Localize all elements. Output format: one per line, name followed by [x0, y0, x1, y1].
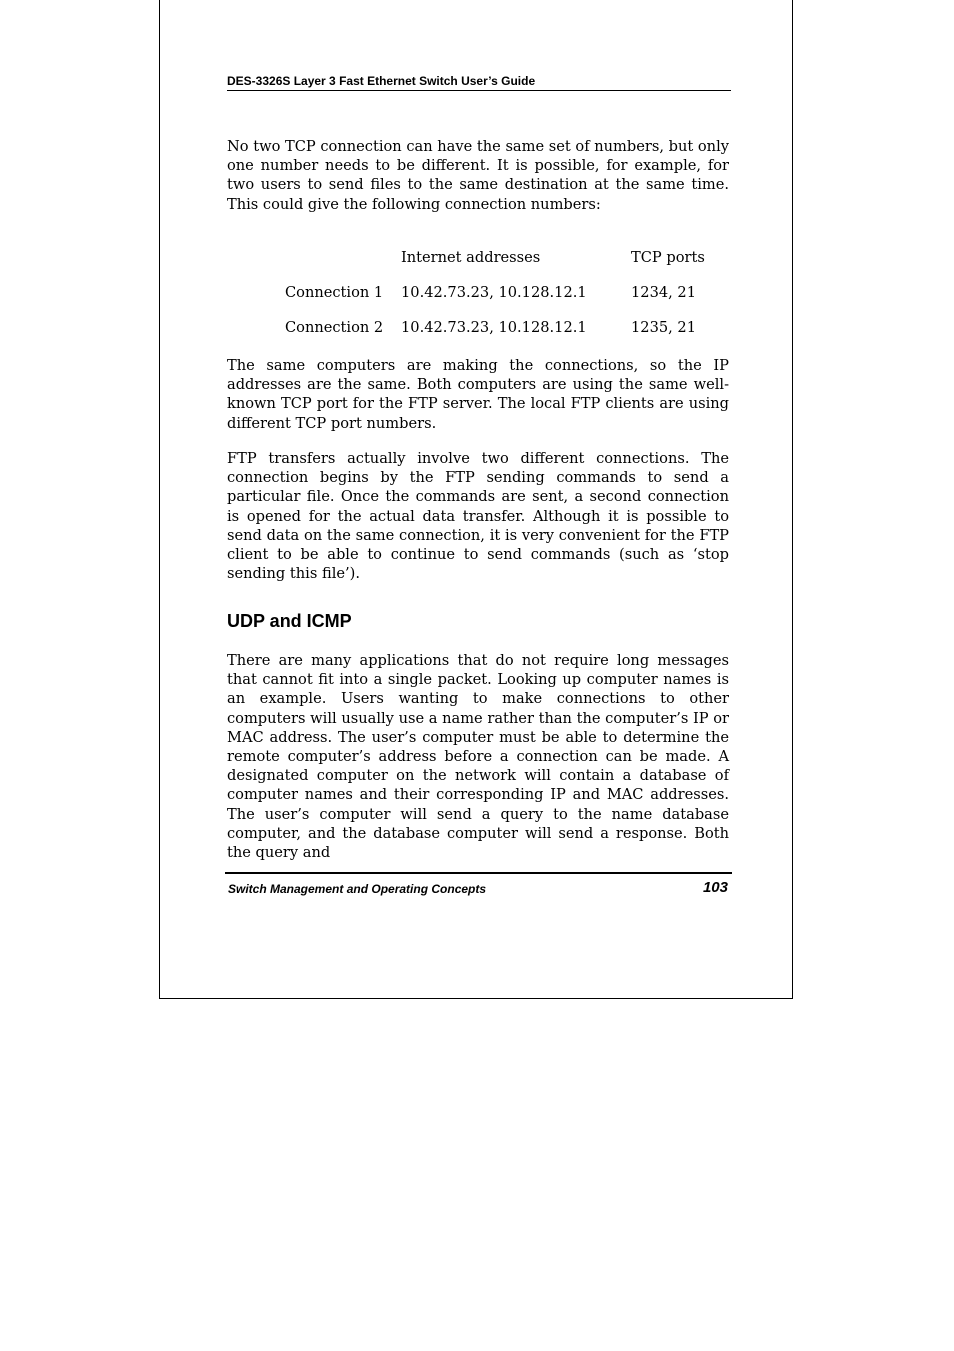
table-row-addresses: 10.42.73.23, 10.128.12.1	[401, 319, 587, 336]
paragraph-same-computers: The same computers are making the connections, so the IP addresses are the same. Both computers are using the same well-known TCP port for the FTP server. The local FTP clients are using different TCP port numbers.	[227, 357, 729, 432]
table-header-ports: TCP ports	[631, 249, 705, 266]
table-row-ports: 1234, 21	[631, 284, 696, 301]
table-row-label: Connection 1	[285, 284, 384, 301]
table-row-label: Connection 2	[285, 319, 384, 336]
paragraph-tcp-numbers: No two TCP connection can have the same set of numbers, but only one number needs to be different. It is possible, for example, for two users to send files to the same destination at the same time. This could give the following connection numbers:	[227, 138, 729, 213]
table-row-ports: 1235, 21	[631, 319, 696, 336]
page-number: 103	[702, 879, 728, 896]
footer-divider	[225, 872, 732, 874]
table-row-addresses: 10.42.73.23, 10.128.12.1	[401, 284, 587, 301]
paragraph-udp-icmp: There are many applications that do not require long messages that cannot fit into a single packet. Looking up computer names is an example. Users wanting to make connections to other computers will usually use a name rather than the computer’s IP or MAC address. The user’s computer must be able to determine the remote computer’s address before a connection can be made. A designated computer on the network will contain a database of computer names and their corresponding IP and MAC addresses. The user’s computer will send a query to the name database computer, and the database computer will send a response. Both the query and	[227, 652, 729, 862]
footer-section-title: Switch Management and Operating Concepts	[228, 882, 487, 896]
running-header: DES-3326S Layer 3 Fast Ethernet Switch User’s Guide	[227, 74, 731, 91]
table-header-addresses: Internet addresses	[401, 249, 541, 266]
section-heading: UDP and ICMP	[227, 611, 352, 631]
paragraph-ftp-transfers: FTP transfers actually involve two different connections. The connection begins by the FTP sending commands to send a particular file. Once the commands are sent, a second connection is opened for the actual data transfer. Although it is possible to send data on the same connection, it is very convenient for the FTP client to be able to continue to send commands (such as ‘stop sending this file’).	[227, 450, 729, 583]
